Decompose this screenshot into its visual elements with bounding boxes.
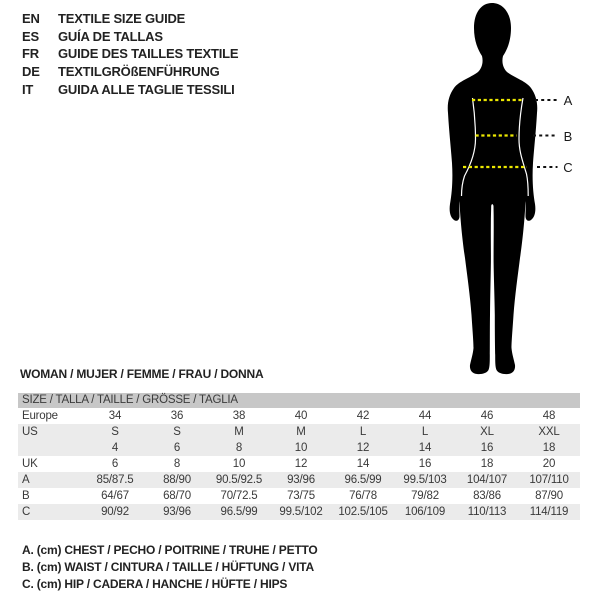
- table-cell: 10: [294, 442, 308, 454]
- legend-waist: B. (cm) WAIST / CINTURA / TAILLE / HÜFTUNG / VITA: [22, 560, 314, 574]
- table-cell: 44: [418, 410, 432, 422]
- table-cell: 114/119: [529, 506, 569, 518]
- row-label: Europe: [22, 410, 58, 422]
- table-cell: 99.5/103: [403, 474, 447, 486]
- table-cell: 40: [294, 410, 308, 422]
- table-cell: 88/90: [163, 474, 191, 486]
- table-cell: 46: [480, 410, 494, 422]
- language-row-fr: [22, 45, 238, 63]
- table-cell: 48: [542, 410, 556, 422]
- table-cell: 38: [232, 410, 246, 422]
- row-label: US: [22, 426, 38, 438]
- table-cell: 68/70: [163, 490, 191, 502]
- table-cell: 104/107: [466, 474, 508, 486]
- table-cell: 14: [356, 458, 370, 470]
- table-cell: 4: [111, 442, 119, 454]
- row-label: C: [22, 506, 31, 518]
- language-code: EN: [22, 11, 40, 26]
- table-row-waist-b: [18, 488, 580, 504]
- table-row-us-numbers: [18, 440, 580, 456]
- measure-legend: [22, 542, 318, 593]
- table-cell: 20: [542, 458, 556, 470]
- row-label: UK: [22, 458, 38, 470]
- table-cell: 99.5/102: [279, 506, 323, 518]
- table-cell: 6: [173, 442, 181, 454]
- table-cell: 42: [356, 410, 370, 422]
- table-cell: 93/96: [163, 506, 191, 518]
- table-cell: 93/96: [287, 474, 315, 486]
- section-title: WOMAN / MUJER / FEMME / FRAU / DONNA: [20, 367, 264, 381]
- table-cell: 107/110: [529, 474, 569, 486]
- language-code: FR: [22, 46, 39, 62]
- row-label: [18, 440, 84, 456]
- table-cell: 90/92: [101, 506, 129, 518]
- table-cell: M: [234, 426, 244, 438]
- table-cell: 18: [542, 442, 556, 454]
- measure-label-b: B: [563, 128, 573, 144]
- table-cell: 73/75: [287, 490, 315, 502]
- table-row-hip-c: [18, 504, 580, 520]
- table-cell: 12: [294, 458, 308, 470]
- language-code: IT: [22, 81, 34, 97]
- table-row-uk: [18, 456, 580, 472]
- table-cell: 79/82: [411, 490, 439, 502]
- language-list: [22, 10, 238, 98]
- row-label: B: [22, 490, 30, 502]
- table-cell: S: [111, 426, 119, 438]
- language-row-it: [22, 81, 238, 99]
- table-cell: 87/90: [535, 490, 563, 502]
- table-cell: 110/113: [467, 506, 507, 518]
- table-cell: S: [173, 426, 181, 438]
- language-row-es: [22, 28, 238, 46]
- table-cell: L: [359, 426, 367, 438]
- table-cell: L: [421, 426, 429, 438]
- table-cell: 18: [480, 458, 494, 470]
- table-cell: 96.5/99: [220, 506, 258, 518]
- table-cell: XL: [480, 426, 494, 438]
- table-cell: 70/72.5: [220, 490, 258, 502]
- legend-chest: A. (cm) CHEST / PECHO / POITRINE / TRUHE / PETTO: [22, 543, 318, 557]
- table-cell: 6: [111, 458, 119, 470]
- language-label: GUÍA DE TALLAS: [58, 28, 163, 44]
- measure-label-c: C: [563, 160, 573, 175]
- language-label: GUIDE DES TAILLES TEXTILE: [58, 46, 239, 62]
- table-cell: 90.5/92.5: [215, 474, 263, 486]
- table-cell: 64/67: [101, 490, 129, 502]
- measurement-figure: [435, 0, 600, 380]
- table-header: SIZE / TALLA / TAILLE / GRÖSSE / TAGLIA: [18, 393, 580, 408]
- table-cell: 8: [173, 458, 181, 470]
- silhouette-body: [448, 3, 538, 374]
- table-cell: 85/87.5: [96, 474, 134, 486]
- table-cell: M: [296, 426, 306, 438]
- size-table: [18, 393, 580, 520]
- table-cell: 16: [418, 458, 432, 470]
- table-cell: 106/109: [404, 506, 446, 518]
- table-cell: 102.5/105: [338, 506, 388, 518]
- woman-silhouette: [435, 0, 600, 380]
- table-row-chest-a: [18, 472, 580, 488]
- table-cell: 34: [108, 410, 122, 422]
- table-cell: XXL: [538, 426, 560, 438]
- table-row-europe: [18, 408, 580, 424]
- table-cell: 96.5/99: [344, 474, 382, 486]
- table-cell: 14: [418, 442, 432, 454]
- table-cell: 83/86: [473, 490, 501, 502]
- table-cell: 76/78: [349, 490, 377, 502]
- table-cell: 12: [356, 442, 370, 454]
- table-cell: 8: [235, 442, 243, 454]
- legend-hip: C. (cm) HIP / CADERA / HANCHE / HÜFTE / HIPS: [22, 577, 288, 591]
- language-row-de: [22, 63, 238, 81]
- language-code: DE: [22, 64, 40, 80]
- table-row-us-letters: [18, 424, 580, 440]
- measure-label-a: A: [563, 93, 573, 108]
- language-label: TEXTILGRÖßENFÜHRUNG: [58, 64, 220, 80]
- table-cell: 10: [232, 458, 246, 470]
- row-label: A: [22, 474, 30, 486]
- language-code: ES: [22, 28, 39, 44]
- language-label: GUIDA ALLE TAGLIE TESSILI: [58, 81, 235, 97]
- table-cell: 16: [480, 442, 494, 454]
- language-row-en: [22, 10, 238, 28]
- table-cell: 36: [170, 410, 184, 422]
- language-label: TEXTILE SIZE GUIDE: [58, 11, 186, 26]
